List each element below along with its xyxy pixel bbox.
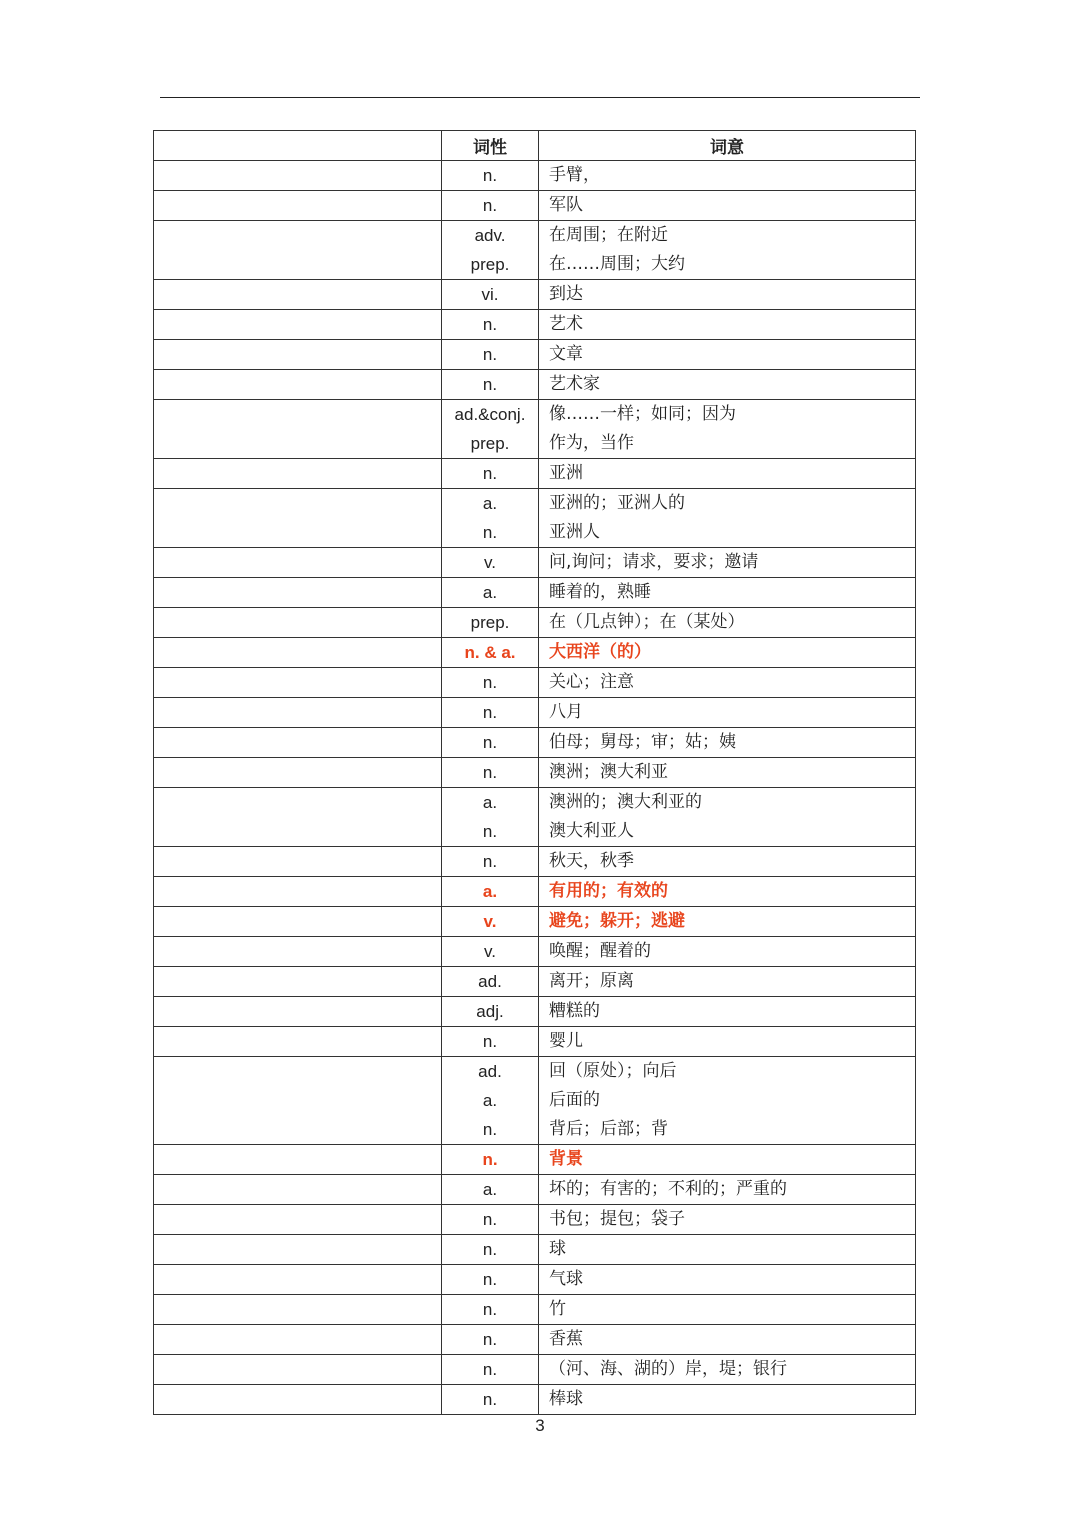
- pos-cell: [442, 1265, 539, 1295]
- table-row: [154, 788, 916, 847]
- meaning-cell: [539, 1325, 916, 1355]
- meaning-cell: [539, 728, 916, 758]
- table-row: [154, 1175, 916, 1205]
- word-cell: [154, 1265, 442, 1295]
- table-row: [154, 1265, 916, 1295]
- pos-text: n.: [482, 1120, 498, 1139]
- pos-cell: [442, 1385, 539, 1415]
- pos-cell: [442, 459, 539, 489]
- pos-text: a.: [482, 494, 498, 513]
- meaning-text: 坏的；有害的；不利的；严重的: [549, 1179, 787, 1199]
- word-cell: [154, 1027, 442, 1057]
- meaning-cell: [539, 1385, 916, 1415]
- meaning-text: 避免；躲开；逃避: [549, 911, 685, 931]
- table-row: [154, 847, 916, 877]
- word-cell: [154, 608, 442, 638]
- table-row: [154, 370, 916, 400]
- meaning-text: 背后；后部；背: [549, 1119, 668, 1139]
- pos-cell: [442, 668, 539, 698]
- pos-cell: [442, 310, 539, 340]
- pos-cell: [442, 847, 539, 877]
- table-row: [154, 1145, 916, 1175]
- pos-cell: [442, 489, 539, 548]
- pos-cell: [442, 161, 539, 191]
- meaning-cell: [539, 788, 916, 847]
- pos-text: n.: [482, 1240, 498, 1259]
- word-cell: [154, 1175, 442, 1205]
- pos-cell: [442, 548, 539, 578]
- table-row: [154, 280, 916, 310]
- pos-text: n.: [482, 315, 498, 334]
- pos-cell: [442, 191, 539, 221]
- pos-cell: [442, 877, 539, 907]
- pos-text: n.: [482, 703, 498, 722]
- meaning-text: 秋天，秋季: [549, 851, 634, 871]
- meaning-cell: [539, 191, 916, 221]
- pos-cell: [442, 1235, 539, 1265]
- pos-text: vi.: [481, 285, 499, 304]
- pos-cell: [442, 967, 539, 997]
- meaning-cell: [539, 1355, 916, 1385]
- meaning-cell: [539, 668, 916, 698]
- header-rule: [160, 97, 920, 98]
- table-row: [154, 1355, 916, 1385]
- meaning-text: 香蕉: [549, 1329, 583, 1349]
- pos-cell: [442, 370, 539, 400]
- meaning-cell: [539, 1265, 916, 1295]
- pos-cell: [442, 758, 539, 788]
- pos-text: n.: [482, 523, 498, 542]
- meaning-text: 唤醒；醒着的: [549, 941, 651, 961]
- pos-text: n.: [482, 1360, 498, 1379]
- meaning-cell: [539, 1145, 916, 1175]
- pos-text: adv.: [474, 226, 506, 245]
- pos-text: adj.: [476, 1002, 504, 1021]
- pos-text: n.: [482, 822, 498, 841]
- word-cell: [154, 1145, 442, 1175]
- meaning-cell: [539, 578, 916, 608]
- word-cell: [154, 459, 442, 489]
- pos-text: v.: [484, 942, 496, 961]
- table-row: [154, 997, 916, 1027]
- meaning-cell: [539, 459, 916, 489]
- pos-cell: [442, 1355, 539, 1385]
- meaning-cell: [539, 1175, 916, 1205]
- meaning-cell: [539, 489, 916, 548]
- pos-text: prep.: [470, 434, 510, 453]
- word-cell: [154, 967, 442, 997]
- meaning-text: 在周围；在附近: [549, 225, 668, 245]
- meaning-text: 后面的: [549, 1090, 600, 1110]
- meaning-text: 关心；注意: [549, 672, 634, 692]
- table-row: [154, 459, 916, 489]
- pos-text: n.: [482, 345, 498, 364]
- meaning-text: 大西洋（的）: [549, 642, 651, 662]
- pos-cell: [442, 1145, 539, 1175]
- pos-cell: [442, 698, 539, 728]
- pos-cell: [442, 280, 539, 310]
- meaning-text: 有用的；有效的: [549, 881, 668, 901]
- word-cell: [154, 847, 442, 877]
- pos-text: n.: [482, 166, 498, 185]
- table-row: [154, 489, 916, 548]
- meaning-text: 回（原处）；向后: [549, 1061, 677, 1081]
- pos-cell: [442, 1295, 539, 1325]
- meaning-cell: [539, 1057, 916, 1145]
- meaning-text: 澳大利亚人: [549, 821, 634, 841]
- pos-text: n.: [482, 1210, 498, 1229]
- pos-text: n.: [482, 1150, 498, 1169]
- table-row: [154, 638, 916, 668]
- word-cell: [154, 1385, 442, 1415]
- meaning-cell: [539, 161, 916, 191]
- table-header-row: [154, 131, 916, 161]
- table-row: [154, 1205, 916, 1235]
- table-row: [154, 548, 916, 578]
- meaning-cell: [539, 340, 916, 370]
- meaning-cell: [539, 967, 916, 997]
- pos-cell: [442, 400, 539, 459]
- pos-text: n.: [482, 1270, 498, 1289]
- meaning-column-header: 词意: [539, 131, 916, 161]
- meaning-text: 书包；提包；袋子: [549, 1209, 685, 1229]
- word-cell: [154, 221, 442, 280]
- word-cell: [154, 937, 442, 967]
- meaning-text: 作为，当作: [549, 433, 634, 453]
- meaning-text: 糟糕的: [549, 1001, 600, 1021]
- meaning-text: 艺术家: [549, 374, 600, 394]
- word-cell: [154, 400, 442, 459]
- meaning-text: 婴儿: [549, 1031, 583, 1051]
- pos-cell: [442, 1057, 539, 1145]
- pos-cell: [442, 788, 539, 847]
- table-row: [154, 161, 916, 191]
- word-cell: [154, 698, 442, 728]
- meaning-text: 在……周围；大约: [549, 254, 685, 274]
- table-row: [154, 758, 916, 788]
- table-row: [154, 400, 916, 459]
- word-cell: [154, 788, 442, 847]
- pos-text: n.: [482, 733, 498, 752]
- pos-cell: [442, 638, 539, 668]
- pos-text: ad.&conj.: [454, 405, 526, 424]
- meaning-text: 澳洲的；澳大利亚的: [549, 792, 702, 812]
- pos-text: n.: [482, 1300, 498, 1319]
- meaning-cell: [539, 877, 916, 907]
- meaning-text: 亚洲人: [549, 522, 600, 542]
- meaning-text: 澳洲；澳大利亚: [549, 762, 668, 782]
- pos-cell: [442, 608, 539, 638]
- meaning-text: 手臂，: [549, 165, 600, 185]
- word-cell: [154, 668, 442, 698]
- table-row: [154, 728, 916, 758]
- pos-text: a.: [482, 1091, 498, 1110]
- pos-cell: [442, 221, 539, 280]
- vocabulary-rows: [154, 161, 916, 1415]
- word-cell: [154, 1057, 442, 1145]
- table-row: [154, 1027, 916, 1057]
- table-row: [154, 608, 916, 638]
- table-row: [154, 1385, 916, 1415]
- meaning-cell: [539, 310, 916, 340]
- meaning-text: 伯母；舅母；审；姑；姨: [549, 732, 736, 752]
- word-cell: [154, 877, 442, 907]
- word-cell: [154, 1205, 442, 1235]
- table-row: [154, 578, 916, 608]
- word-cell: [154, 1235, 442, 1265]
- meaning-cell: [539, 608, 916, 638]
- meaning-cell: [539, 280, 916, 310]
- meaning-cell: [539, 1205, 916, 1235]
- meaning-cell: [539, 907, 916, 937]
- pos-cell: [442, 340, 539, 370]
- word-cell: [154, 340, 442, 370]
- meaning-cell: [539, 548, 916, 578]
- pos-text: a.: [482, 1180, 498, 1199]
- word-cell: [154, 1295, 442, 1325]
- word-cell: [154, 370, 442, 400]
- meaning-cell: [539, 400, 916, 459]
- pos-text: a.: [482, 583, 498, 602]
- meaning-text: 艺术: [549, 314, 583, 334]
- pos-text: ad.: [478, 1062, 502, 1081]
- word-cell: [154, 728, 442, 758]
- table-row: [154, 1235, 916, 1265]
- meaning-text: 在（几点钟）；在（某处）: [549, 612, 745, 632]
- meaning-cell: [539, 937, 916, 967]
- vocabulary-table: [153, 130, 916, 1415]
- table-row: [154, 1057, 916, 1145]
- pos-cell: [442, 1027, 539, 1057]
- pos-text: prep.: [470, 613, 510, 632]
- pos-text: v.: [484, 553, 496, 572]
- page-number: 3: [535, 1416, 545, 1435]
- pos-cell: [442, 1175, 539, 1205]
- table-row: [154, 937, 916, 967]
- word-cell: [154, 638, 442, 668]
- pos-cell: [442, 1205, 539, 1235]
- meaning-text: 球: [549, 1239, 566, 1259]
- meaning-cell: [539, 997, 916, 1027]
- pos-text: v.: [483, 912, 497, 931]
- meaning-cell: [539, 1027, 916, 1057]
- table-row: [154, 1325, 916, 1355]
- pos-text: n.: [482, 464, 498, 483]
- meaning-cell: [539, 221, 916, 280]
- meaning-text: 棒球: [549, 1389, 583, 1409]
- meaning-text: 竹: [549, 1299, 566, 1319]
- meaning-cell: [539, 847, 916, 877]
- table-row: [154, 340, 916, 370]
- pos-text: a.: [482, 793, 498, 812]
- word-cell: [154, 161, 442, 191]
- meaning-text: 八月: [549, 702, 583, 722]
- table-row: [154, 877, 916, 907]
- pos-text: n. & a.: [464, 643, 516, 662]
- meaning-text: 亚洲: [549, 463, 583, 483]
- word-cell: [154, 758, 442, 788]
- meaning-text: 背景: [549, 1149, 583, 1169]
- word-cell: [154, 191, 442, 221]
- pos-text: n.: [482, 196, 498, 215]
- meaning-text: 离开；原离: [549, 971, 634, 991]
- meaning-text: （河、海、湖的）岸，堤；银行: [549, 1359, 787, 1379]
- pos-text: a.: [482, 882, 498, 901]
- pos-cell: [442, 907, 539, 937]
- meaning-cell: [539, 1295, 916, 1325]
- pos-text: prep.: [470, 255, 510, 274]
- word-cell: [154, 489, 442, 548]
- meaning-text: 到达: [549, 284, 583, 304]
- pos-cell: [442, 937, 539, 967]
- meaning-cell: [539, 638, 916, 668]
- table-row: [154, 221, 916, 280]
- pos-cell: [442, 997, 539, 1027]
- table-row: [154, 907, 916, 937]
- meaning-text: 气球: [549, 1269, 583, 1289]
- word-cell: [154, 1325, 442, 1355]
- meaning-text: 亚洲的；亚洲人的: [549, 493, 685, 513]
- meaning-text: 睡着的，熟睡: [549, 582, 651, 602]
- word-cell: [154, 310, 442, 340]
- meaning-cell: [539, 1235, 916, 1265]
- pos-cell: [442, 1325, 539, 1355]
- word-column-header: [154, 131, 442, 161]
- word-cell: [154, 280, 442, 310]
- meaning-text: 军队: [549, 195, 583, 215]
- meaning-text: 文章: [549, 344, 583, 364]
- pos-text: n.: [482, 1032, 498, 1051]
- meaning-cell: [539, 758, 916, 788]
- pos-text: n.: [482, 1390, 498, 1409]
- word-cell: [154, 997, 442, 1027]
- meaning-text: 问,询问；请求，要求；邀请: [549, 552, 759, 572]
- word-cell: [154, 1355, 442, 1385]
- pos-text: n.: [482, 375, 498, 394]
- meaning-cell: [539, 370, 916, 400]
- pos-column-header: 词性: [442, 131, 539, 161]
- word-cell: [154, 907, 442, 937]
- table-row: [154, 698, 916, 728]
- table-row: [154, 191, 916, 221]
- word-cell: [154, 578, 442, 608]
- table-row: [154, 967, 916, 997]
- meaning-cell: [539, 698, 916, 728]
- meaning-text: 像……一样；如同；因为: [549, 404, 736, 424]
- pos-text: n.: [482, 673, 498, 692]
- table-row: [154, 1295, 916, 1325]
- table-row: [154, 310, 916, 340]
- pos-cell: [442, 728, 539, 758]
- pos-text: ad.: [478, 972, 502, 991]
- table-row: [154, 668, 916, 698]
- pos-cell: [442, 578, 539, 608]
- pos-text: n.: [482, 763, 498, 782]
- pos-text: n.: [482, 1330, 498, 1349]
- pos-text: n.: [482, 852, 498, 871]
- word-cell: [154, 548, 442, 578]
